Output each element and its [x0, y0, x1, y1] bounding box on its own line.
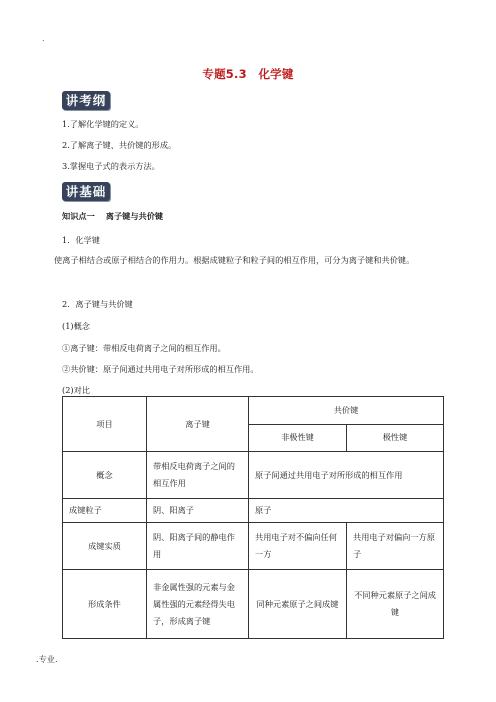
page-title: 专题5.3 化学键	[202, 67, 294, 81]
concept-ionic-bond: ①离子键：带相反电荷离子之间的相互作用。	[62, 343, 226, 353]
section-badge-basics: 讲基础	[62, 182, 110, 201]
outline-item-3: 3.掌握电子式的表示方法。	[62, 161, 160, 171]
cell-conditions-nonpolar: 同种元素原子之间成键	[249, 570, 347, 639]
row-label-concept: 概念	[63, 452, 147, 499]
cell-conditions-ionic: 非金属性强的元素与金属性强的元素经得失电子，形成离子键	[147, 570, 249, 639]
header-polar: 极性键	[347, 424, 444, 452]
cell-conditions-polar: 不同种元素原子之间成键	[347, 570, 444, 639]
header-mark: .	[42, 34, 45, 43]
header-covalent: 共价键	[249, 397, 444, 425]
knowledge-point-heading: 知识点一 离子键与共价键	[62, 211, 164, 221]
subheading-comparison: (2)对比	[62, 385, 90, 395]
cell-essence-nonpolar: 共用电子对不偏向任何一方	[249, 523, 347, 570]
header-item: 项目	[63, 397, 147, 452]
page-footer: .专业.	[36, 654, 58, 664]
cell-concept-ionic: 带相反电荷离子之间的相互作用	[147, 452, 249, 499]
row-label-essence: 成键实质	[63, 523, 147, 570]
header-ionic: 离子键	[147, 397, 249, 452]
table-header-row	[63, 397, 444, 425]
concept-covalent-bond: ②共价键：原子间通过共用电子对所形成的相互作用。	[62, 364, 259, 374]
heading-chemical-bond: 1．化学键	[62, 235, 100, 245]
cell-particles-ionic: 阴、阳离子	[147, 499, 249, 523]
header-nonpolar: 非极性键	[249, 424, 347, 452]
cell-concept-covalent: 原子间通过共用电子对所形成的相互作用	[249, 452, 444, 499]
comparison-table	[62, 396, 444, 639]
table-row	[63, 570, 444, 639]
cell-essence-ionic: 阴、阳离子间的静电作用	[147, 523, 249, 570]
outline-item-1: 1.了解化学键的定义。	[62, 119, 144, 129]
table-row	[63, 452, 444, 499]
cell-essence-polar: 共用电子对偏向一方原子	[347, 523, 444, 570]
subheading-concept: (1)概念	[62, 321, 90, 331]
row-label-particles: 成键粒子	[63, 499, 147, 523]
paragraph-chemical-bond: 使离子相结合或原子相结合的作用力。根据成键粒子和粒子间的相互作用，可分为离子键和共价键。	[54, 255, 415, 265]
table-row	[63, 499, 444, 523]
table-row	[63, 523, 444, 570]
outline-item-2: 2.了解离子键、共价键的形成。	[62, 140, 177, 150]
cell-particles-covalent: 原子	[249, 499, 444, 523]
section-badge-outline: 讲考纲	[62, 91, 110, 110]
row-label-conditions: 形成条件	[63, 570, 147, 639]
heading-ionic-covalent: 2．离子键与共价键	[62, 299, 133, 309]
